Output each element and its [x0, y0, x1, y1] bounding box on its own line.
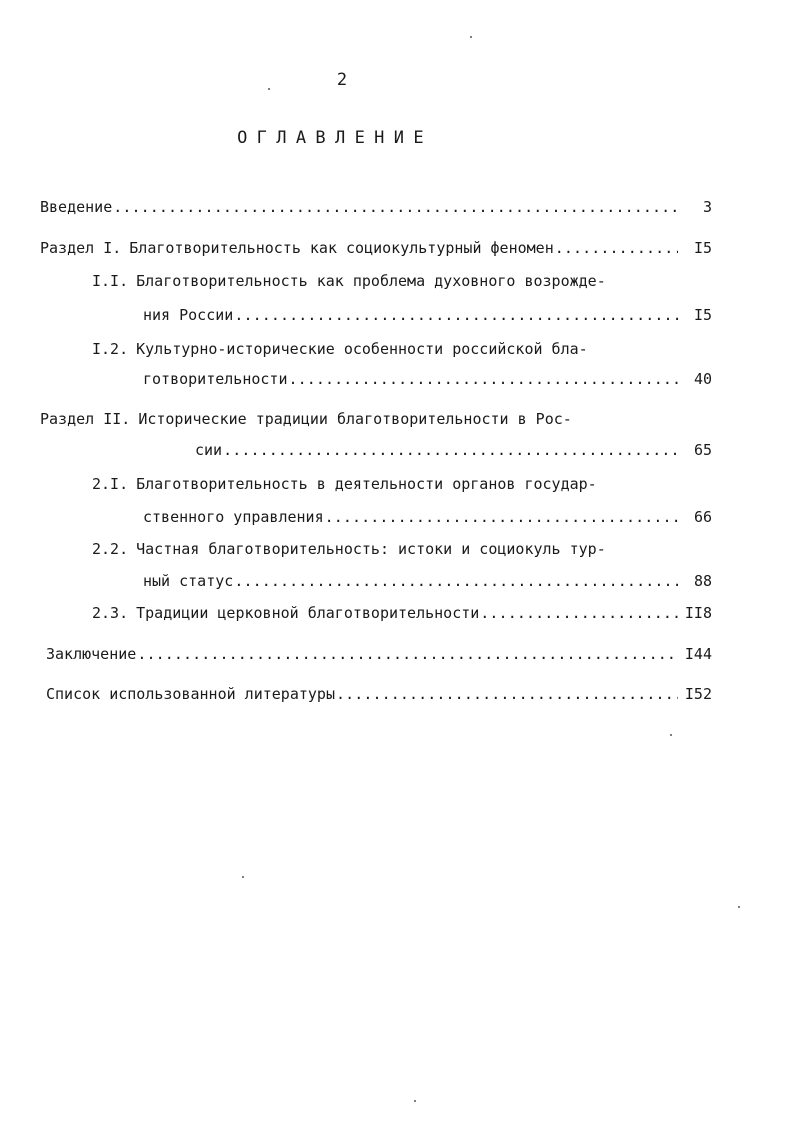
toc-entry-text: ственного управления	[143, 508, 324, 526]
toc-entry-page: I5	[693, 239, 712, 257]
toc-entry-text: ный статус	[143, 572, 234, 590]
toc-entry-page: I5	[693, 306, 712, 324]
toc-title: ОГЛАВЛЕНИЕ	[237, 128, 433, 148]
scan-speck	[242, 876, 244, 878]
toc-entry-text: Благотворительность в деятельности органов государ-	[136, 475, 597, 493]
toc-entry-text: сии	[195, 441, 223, 459]
toc-entry-page: 3	[702, 198, 712, 216]
toc-entry-text: Список использованной литературы	[46, 685, 335, 703]
toc-entry-text: Исторические традиции благотворительности в Рос-	[138, 410, 572, 428]
toc-leader-dots	[234, 570, 678, 592]
toc-entry-page: 65	[693, 441, 712, 459]
toc-entry-1-2-cont	[143, 368, 712, 390]
toc-entry-conclusion	[46, 643, 712, 665]
toc-entry-text: Благотворительность как социокультурный феномен	[129, 239, 554, 257]
toc-entry-text: Частная благотворительность: истоки и социокуль тур-	[136, 540, 606, 558]
toc-leader-dots	[289, 368, 679, 390]
toc-entry-2-2	[92, 538, 712, 560]
scan-speck	[738, 906, 740, 908]
toc-entry-2-2-cont	[143, 570, 712, 592]
toc-entry-2-1	[92, 473, 712, 495]
toc-entry-page: I52	[684, 685, 712, 703]
toc-entry-page: 88	[693, 572, 712, 590]
toc-entry-2-1-cont	[143, 506, 712, 528]
toc-entry-introduction	[40, 196, 712, 218]
toc-leader-dots	[223, 439, 678, 461]
scan-speck	[414, 1100, 416, 1102]
toc-entry-1-1	[92, 270, 712, 292]
toc-entry-text: Благотворительность как проблема духовного возрожде-	[136, 272, 606, 290]
toc-entry-text: готворительности	[143, 370, 288, 388]
toc-entry-section-2-cont	[195, 439, 712, 461]
toc-entry-number: 2.I.	[92, 475, 129, 493]
toc-entry-2-3	[92, 602, 712, 624]
toc-leader-dots	[234, 304, 678, 326]
toc-entry-bibliography	[46, 683, 712, 705]
toc-entry-text: ния России	[143, 306, 234, 324]
toc-entry-section-2	[40, 408, 712, 430]
toc-entry-section-1	[40, 237, 712, 259]
toc-entry-text: Заключение	[46, 645, 137, 663]
scan-speck	[268, 88, 270, 90]
toc-leader-dots	[325, 506, 678, 528]
toc-entry-page: 66	[693, 508, 712, 526]
toc-entry-number: 2.3.	[92, 604, 129, 622]
toc-entry-1-2	[92, 338, 712, 360]
toc-entry-page: I44	[684, 645, 712, 663]
toc-entry-1-1-cont	[143, 304, 712, 326]
toc-entry-text: Традиции церковной благотворительности	[136, 604, 480, 622]
toc-entry-number: 2.2.	[92, 540, 129, 558]
toc-entry-number: Раздел I.	[40, 239, 122, 257]
toc-entry-page: 40	[693, 370, 712, 388]
scan-speck	[470, 36, 472, 38]
toc-leader-dots	[113, 196, 678, 218]
scan-speck	[670, 734, 672, 736]
toc-entry-page: II8	[684, 604, 712, 622]
toc-leader-dots	[137, 643, 678, 665]
toc-entry-text: Культурно-исторические особенности российской бла-	[136, 340, 588, 358]
toc-entry-number: I.2.	[92, 340, 129, 358]
page-number: 2	[336, 70, 348, 90]
toc-entry-number: I.I.	[92, 272, 129, 290]
toc-entry-number: Раздел II.	[40, 410, 131, 428]
toc-leader-dots	[336, 683, 678, 705]
toc-leader-dots	[555, 237, 678, 259]
toc-leader-dots	[480, 602, 678, 624]
toc-entry-text: Введение	[40, 198, 113, 216]
